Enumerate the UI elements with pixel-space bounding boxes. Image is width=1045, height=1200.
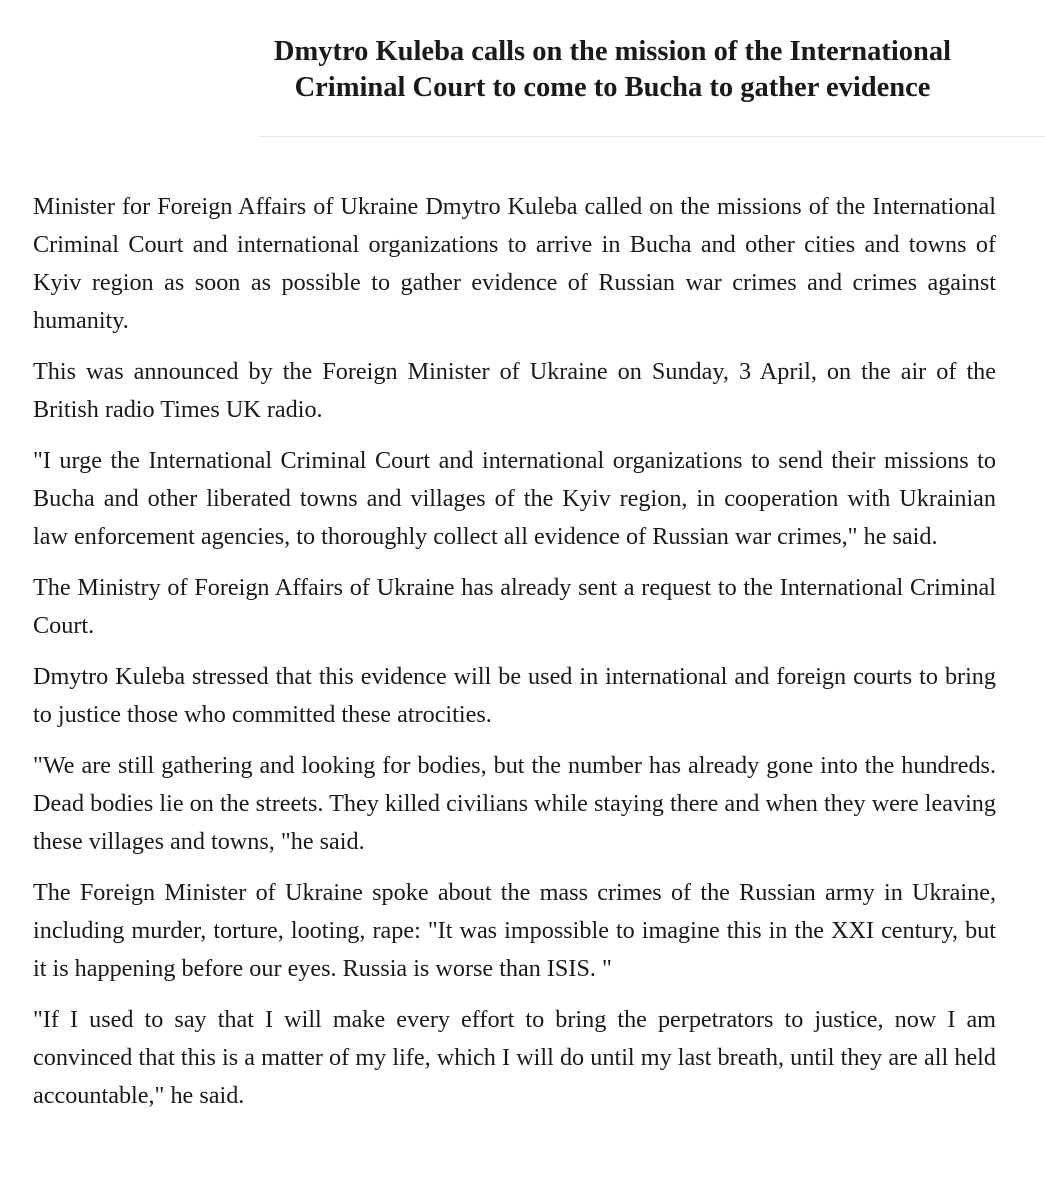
- header-divider: [258, 136, 1045, 137]
- article-paragraph-7: The Foreign Minister of Ukraine spoke about the mass crimes of the Russian army in Ukraine, including murder, torture, looting, rape: "It was impossible to imagine this in the XXI century, but it is happening before our eyes. Russia is worse than ISIS. ": [33, 879, 996, 982]
- article-paragraph-5: Dmytro Kuleba stressed that this evidence will be used in international and foreign courts to bring to justice those who committed these atrocities.: [33, 663, 996, 728]
- article-header: [0, 0, 1045, 138]
- article-body: [33, 188, 996, 1128]
- article-paragraph-1: Minister for Foreign Affairs of Ukraine Dmytro Kuleba called on the missions of the International Criminal Court and international organizations to arrive in Bucha and other cities and towns of Kyiv region as soon as possible to gather evidence of Russian war crimes and crimes against humanity.: [33, 193, 996, 334]
- article-paragraph-2: This was announced by the Foreign Minister of Ukraine on Sunday, 3 April, on the air of the British radio Times UK radio.: [33, 358, 996, 423]
- article-paragraph-4: The Ministry of Foreign Affairs of Ukraine has already sent a request to the International Criminal Court.: [33, 574, 996, 639]
- article-paragraph-8: "If I used to say that I will make every effort to bring the perpetrators to justice, now I am convinced that this is a matter of my life, which I will do until my last breath, until they are all held accountable," he said.: [33, 1006, 996, 1109]
- article-title-line-2: Criminal Court to come to Bucha to gather evidence: [294, 72, 931, 103]
- article-title-line-1: Dmytro Kuleba calls on the mission of the International: [273, 36, 952, 67]
- article-paragraph-6: "We are still gathering and looking for bodies, but the number has already gone into the hundreds. Dead bodies lie on the streets. They killed civilians while staying there and when they were leaving these villages and towns, "he said.: [33, 752, 996, 855]
- article-title: [200, 34, 1025, 106]
- article-paragraph-3: "I urge the International Criminal Court and international organizations to send their missions to Bucha and other liberated towns and villages of the Kyiv region, in cooperation with Ukrainian law enforcement agencies, to thoroughly collect all evidence of Russian war crimes," he said.: [33, 447, 996, 550]
